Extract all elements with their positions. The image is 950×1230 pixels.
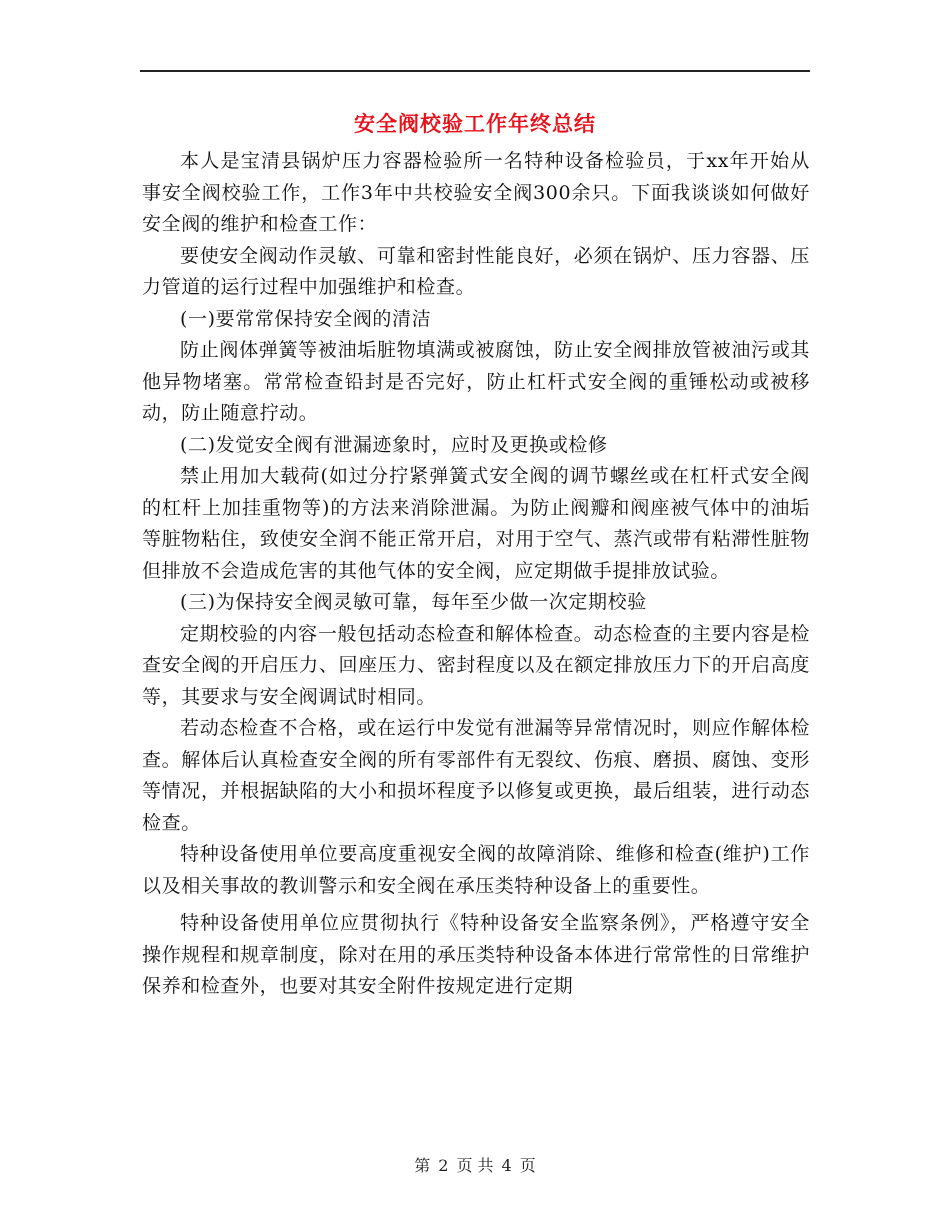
header-rule bbox=[140, 70, 810, 72]
paragraph-intro: 本人是宝清县锅炉压力容器检验所一名特种设备检验员，于xx年开始从事安全阀校验工作，工作3年中共校验安全阀300余只。下面我谈谈如何做好安全阀的维护和检查工作： bbox=[142, 150, 810, 235]
paragraph-importance: 特种设备使用单位要高度重视安全阀的故障消除、维修和检查(维护)工作以及相关事故的教训警示和安全阀在承压类特种设备上的重要性。 bbox=[142, 843, 810, 897]
page-footer bbox=[0, 1153, 950, 1176]
footer-suffix: 页 bbox=[519, 1156, 536, 1175]
paragraph-periodic-check: 定期校验的内容一般包括动态检查和解体检查。动态检查的主要内容是检查安全阀的开启压力、回座压力、密封程度以及在额定排放压力下的开启高度等，其要求与安全阀调试时相同。 bbox=[142, 622, 810, 708]
document-body bbox=[142, 146, 810, 1003]
paragraph-maintenance: 要使安全阀动作灵敏、可靠和密封性能良好，必须在锅炉、压力容器、压力管道的运行过程中加强维护和检查。 bbox=[142, 244, 810, 298]
footer-page-number: 2 bbox=[438, 1156, 449, 1175]
footer-prefix: 第 bbox=[414, 1156, 431, 1175]
footer-middle: 页 共 bbox=[456, 1156, 494, 1175]
paragraph-cleaning: 防止阀体弹簧等被油垢脏物填满或被腐蚀，防止安全阀排放管被油污或其他异物堵塞。常常检查铅封是否完好，防止杠杆式安全阀的重锤松动或被移动，防止随意拧动。 bbox=[142, 339, 810, 424]
section-heading-2: (二)发觉安全阀有泄漏迹象时，应时及更换或检修 bbox=[180, 433, 608, 456]
document-title: 安全阀校验工作年终总结 bbox=[354, 111, 596, 136]
paragraph-disassembly: 若动态检查不合格，或在运行中发觉有泄漏等异常情况时，则应作解体检查。解体后认真检查安全阀的所有零部件有无裂纹、伤痕、磨损、腐蚀、变形等情况，并根据缺陷的大小和损坏程度予以修复或更换，最后组装，进行动态检查。 bbox=[142, 717, 810, 834]
footer-total-pages: 4 bbox=[501, 1156, 512, 1175]
paragraph-regulations: 特种设备使用单位应贯彻执行《特种设备安全监察条例》，严格遵守安全操作规程和规章制度，除对在用的承压类特种设备本体进行常常性的日常维护保养和检查外，也要对其安全附件按规定进行定期 bbox=[142, 912, 810, 997]
paragraph-leakage: 禁止用加大载荷(如过分拧紧弹簧式安全阀的调节螺丝或在杠杆式安全阀的杠杆上加挂重物等)的方法来消除泄漏。为防止阀瓣和阀座被气体中的油垢等脏物粘住，致使安全润不能正常开启，对用于空气、蒸汽或带有粘滞性脏物但排放不会造成危害的其他气体的安全阀，应定期做手提排放试验。 bbox=[142, 465, 810, 582]
section-heading-1: (一)要常常保持安全阀的清洁 bbox=[180, 307, 432, 330]
section-heading-3: (三)为保持安全阀灵敏可靠，每年至少做一次定期校验 bbox=[180, 591, 647, 613]
